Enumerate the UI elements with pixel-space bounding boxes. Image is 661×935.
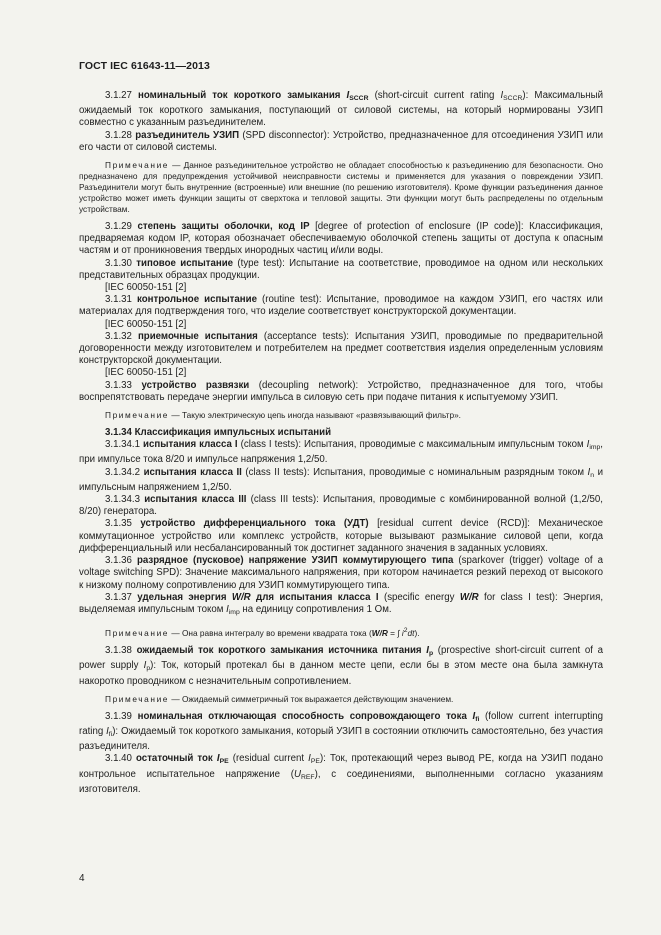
clause-definition: [degree of protection of enclosure (IP code)]: Классификация, предваряемая кодом IP, которая обозначает обеспечиваемую оболочкой степень защиты от доступа к опасным частям и от проникновения твердых инородных частиц и/или воды.	[79, 221, 603, 257]
clause-term: степень защиты оболочки, код IP	[137, 221, 310, 233]
formula: W/R	[371, 628, 388, 639]
clause-3-1-40: 3.1.40 остаточный ток $I_{PE}$ (residual current $I_{PE}$): Ток, протекающий через вывод PE, когда на УЗИП подано контрольное испытательное напряжение $(U_{REF})$, с соединениями, выполненными согласно указаниям изготовителя.	[79, 753, 603, 795]
clause-term: испытания класса II	[143, 466, 242, 478]
standard-header: ГОСТ IEC 61643-11—2013	[79, 60, 210, 72]
clause-number: 3.1.39	[105, 710, 132, 722]
clause-number: 3.1.34.2	[105, 466, 141, 478]
clause-3-1-39: 3.1.39 номинальная отключающая способность сопровождающего тока $I_{fi}$ (follow current interrupting rating $I_{fi}$): Ожидаемый ток короткого замыкания, который УЗИП в состоянии отключить самостоятельно, без участия разъединителя.	[79, 710, 603, 753]
clause-3-1-33	[79, 380, 603, 404]
clause-term: остаточный ток $I_{PE}$	[136, 753, 229, 766]
note-specific-energy: Примечание — Она равна интегралу во времени квадрата тока (W/R = ∫ $i^2dt$).	[105, 627, 420, 639]
note-label: Примечание	[105, 628, 170, 639]
note-label: Примечание	[105, 160, 170, 171]
note-prospective-current: Примечание — Ожидаемый симметричный ток выражается действующим значением.	[105, 693, 454, 704]
section-heading-3-1-34: 3.1.34 Классификация импульсных испытаний	[105, 427, 332, 439]
clause-term: приемочные испытания	[137, 330, 258, 342]
clause-3-1-36	[79, 555, 603, 592]
clause-3-1-28	[79, 130, 603, 154]
clause-number: 3.1.37	[105, 591, 132, 603]
clause-3-1-34-2: 3.1.34.2 испытания класса II (class II tests): Испытания, проводимые с номинальным разрядным током $I_n$ и импульсным напряжением 1,2/50.	[79, 466, 603, 493]
clause-term: разрядное (пусковое) напряжение УЗИП коммутирующего типа	[136, 555, 454, 567]
clause-number: 3.1.40	[105, 753, 132, 765]
clause-3-1-30	[79, 258, 603, 282]
clause-number: 3.1.30	[105, 257, 132, 269]
clause-3-1-34-3: 3.1.34.3 испытания класса III (class III tests): Испытания, проводимые с комбинированной волной (1,2/50, 8/20) генератора.	[79, 494, 603, 518]
document-body	[79, 90, 603, 796]
clause-definition: (decoupling network): Устройство, предназначенное для того, чтобы воспрепятствовать передаче энергии импульса в силовую сеть при подаче питания к испытуемому УЗИП.	[79, 379, 603, 403]
clause-term: испытания класса III	[144, 494, 247, 506]
clause-term: контрольное испытание	[137, 294, 257, 306]
note-label: Примечание	[105, 410, 170, 421]
clause-number: 3.1.34.1	[105, 439, 141, 451]
clause-term: ожидаемый ток короткого замыкания источника питания $I_p$	[136, 645, 434, 658]
clause-number: 3.1.38	[105, 645, 132, 657]
clause-definition: (type test): Испытание на соответствие, проводимое на одном или нескольких представительных образцах продукции.	[79, 257, 603, 281]
clause-definition: (sparkover (trigger) voltage of a voltage switching SPD): Значение максимального напряжения, при котором начинается резкий переход от высокого к низкому полному сопротивлению для УЗИП коммутирующего типа.	[79, 555, 603, 591]
clause-number: 3.1.28	[105, 129, 132, 141]
clause-number: 3.1.29	[105, 221, 132, 233]
page-number: 4	[79, 873, 85, 884]
clause-definition: Максимальный ожидаемый ток короткого замыкания, поступающий от силовой системы, на который нормированы УЗИП совместно с указанным разъединителем.	[79, 90, 604, 129]
clause-term: устройство развязки	[141, 379, 250, 391]
clause-term: устройство дифференциального тока (УДТ)	[140, 518, 369, 530]
clause-3-1-29	[79, 221, 603, 258]
clause-term: удельная энергия W/R для испытания класса I	[137, 591, 379, 603]
clause-term: номинальный ток короткого замыкания $I_{SCCR}$	[138, 90, 369, 102]
reference-3-1-30: [IEC 60050-151 [2]	[105, 282, 187, 294]
note-disconnector: Примечание — Данное разъединительное устройство не обладает способностью к разъединению для безопасности. Оно предназначено для предупреждения устойчивой неисправности системы и применяется для указания о повреждении УЗИП. Разъединители могут быть внутренние (встроенные) или внешние (по решению изготовителя). Кроме функции разъединения данное устройство может иметь функции защиты от сверхтока и тепловой защиты. Эти функции могут быть распределены по отдельным устройствам.	[79, 160, 603, 215]
clause-number: 3.1.33	[105, 379, 132, 391]
clause-definition: (routine test): Испытание, проводимое на каждом УЗИП, его частях или материалах для подтверждения того, что изделие соответствует конструкторской документации.	[79, 294, 603, 318]
clause-term: типовое испытание	[136, 257, 234, 269]
clause-definition: [residual current device (RCD)]: Механическое коммутационное устройство или комплекс устройств, которые вызывают размыкание силовой цепи, когда дифференциальный или несбалансированный ток достигнет заданного значения в заданных условиях.	[79, 518, 603, 554]
clause-3-1-35	[79, 518, 603, 555]
clause-3-1-27: 3.1.27 номинальный ток короткого замыкания $I_{SCCR}$ (short-circuit current rating $I_{SCCR}$): Максимальный ожидаемый ток короткого замыкания, поступающий от силовой системы, на который нормированы УЗИП совместно с указанным разъединителем.	[79, 90, 604, 129]
clause-3-1-31	[79, 294, 603, 318]
clause-number: 3.1.36	[105, 555, 132, 567]
clause-number: 3.1.32	[105, 330, 132, 342]
clause-term: номинальная отключающая способность сопровождающего тока $I_{fi}$	[137, 710, 480, 723]
clause-term: испытания класса I	[143, 439, 238, 451]
note-decoupling: Примечание — Такую электрическую цепь иногда называют «развязывающий фильтр».	[105, 410, 461, 421]
note-label: Примечание	[105, 693, 170, 704]
clause-number: 3.1.31	[105, 294, 132, 306]
clause-number: 3.1.34.3	[105, 494, 141, 506]
clause-number: 3.1.35	[105, 518, 132, 530]
reference-3-1-31: [IEC 60050-151 [2]	[105, 318, 187, 330]
clause-3-1-34-1: 3.1.34.1 испытания класса I (class I tests): Испытания, проводимые с максимальным импульсным током $I_{imp}$, при импульсе тока 8/20 и импульсе напряжения 1,2/50.	[79, 439, 603, 466]
clause-3-1-37: 3.1.37 удельная энергия W/R для испытания класса I (specific energy W/R for class I test): Энергия, выделяемая импульсным током $I_{imp}$ на единицу сопротивления 1 Ом.	[79, 591, 604, 616]
clause-3-1-32	[79, 331, 603, 368]
reference-3-1-32: [IEC 60050-151 [2]	[105, 367, 187, 379]
clause-3-1-38: 3.1.38 ожидаемый ток короткого замыкания источника питания $I_p$ (prospective short-circuit current of a power supply $I_p$): Ток, который протекал бы в данном месте цепи, если бы в этом месте она была замкнута накоротко проводником с незначительным сопротивлением.	[79, 645, 603, 687]
clause-definition: (SPD disconnector): Устройство, предназначенное для отсоединения УЗИП или его части от силовой системы.	[79, 129, 603, 153]
clause-term: разъединитель УЗИП	[135, 129, 240, 141]
clause-definition: (acceptance tests): Испытания УЗИП, проводимые по предварительной договоренности между изготовителем и потребителем на предмет соответствия изделия определенным условиям конструкторской документации.	[79, 330, 603, 367]
clause-number: 3.1.27	[105, 90, 132, 101]
